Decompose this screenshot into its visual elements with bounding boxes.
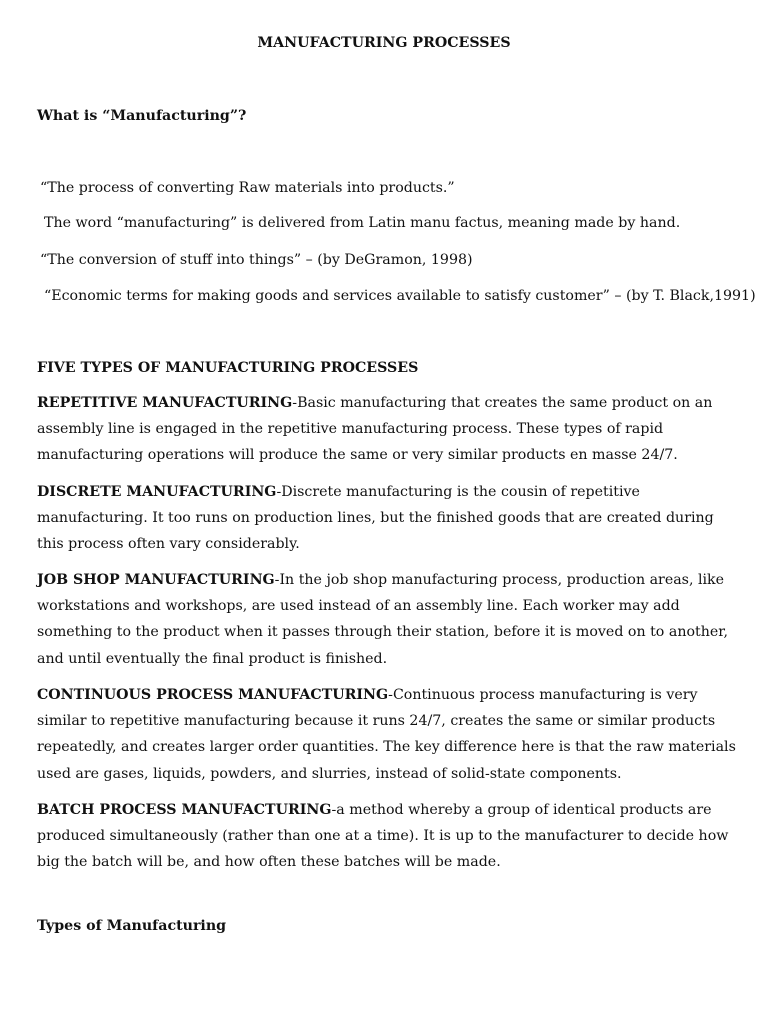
type-job-shop	[37, 567, 737, 672]
type-discrete	[37, 479, 737, 558]
types-heading: Types of Manufacturing	[37, 918, 227, 934]
type-repetitive	[37, 390, 737, 469]
definition-4: “Economic terms for making goods and services available to satisfy customer” – (by T. Black,1991)	[44, 288, 756, 304]
type-description: -In the job shop manufacturing process, production areas, like workstations and workshops, are used instead of an assembly line. Each worker may add something to the product when it passes through their station, before it is moved on to another, and until eventually the final product is finished.	[37, 572, 728, 667]
definition-1: “The process of converting Raw materials into products.”	[40, 180, 455, 196]
type-description: -Discrete manufacturing is the cousin of repetitive manufacturing. It too runs on production lines, but the finished goods that are created during this process often vary considerably.	[37, 484, 714, 553]
question-heading: What is “Manufacturing”?	[37, 108, 247, 124]
type-batch	[37, 797, 737, 876]
definition-2: The word “manufacturing” is delivered from Latin manu factus, meaning made by hand.	[44, 215, 681, 231]
type-term: REPETITIVE MANUFACTURING	[37, 395, 293, 411]
document-title: MANUFACTURING PROCESSES	[257, 35, 511, 51]
type-term: BATCH PROCESS MANUFACTURING	[37, 802, 332, 818]
type-term: JOB SHOP MANUFACTURING	[37, 572, 275, 588]
type-description: -Continuous process manufacturing is very similar to repetitive manufacturing because it runs 24/7, creates the same or similar products repeatedly, and creates larger order quantities. The key difference here is that the raw materials used are gases, liquids, powders, and slurries, instead of solid-state components.	[37, 687, 736, 782]
type-continuous	[37, 682, 737, 787]
five-types-heading: FIVE TYPES OF MANUFACTURING PROCESSES	[37, 360, 419, 376]
type-term: DISCRETE MANUFACTURING	[37, 484, 277, 500]
type-term: CONTINUOUS PROCESS MANUFACTURING	[37, 687, 389, 703]
type-description: -a method whereby a group of identical products are produced simultaneously (rather than one at a time). It is up to the manufacturer to decide how big the batch will be, and how often these batches will be made.	[37, 802, 729, 871]
definition-3: “The conversion of stuff into things” – (by DeGramon, 1998)	[40, 252, 473, 268]
type-description: -Basic manufacturing that creates the same product on an assembly line is engaged in the repetitive manufacturing process. These types of rapid manufacturing operations will produce the same or very similar products en masse 24/7.	[37, 395, 713, 464]
